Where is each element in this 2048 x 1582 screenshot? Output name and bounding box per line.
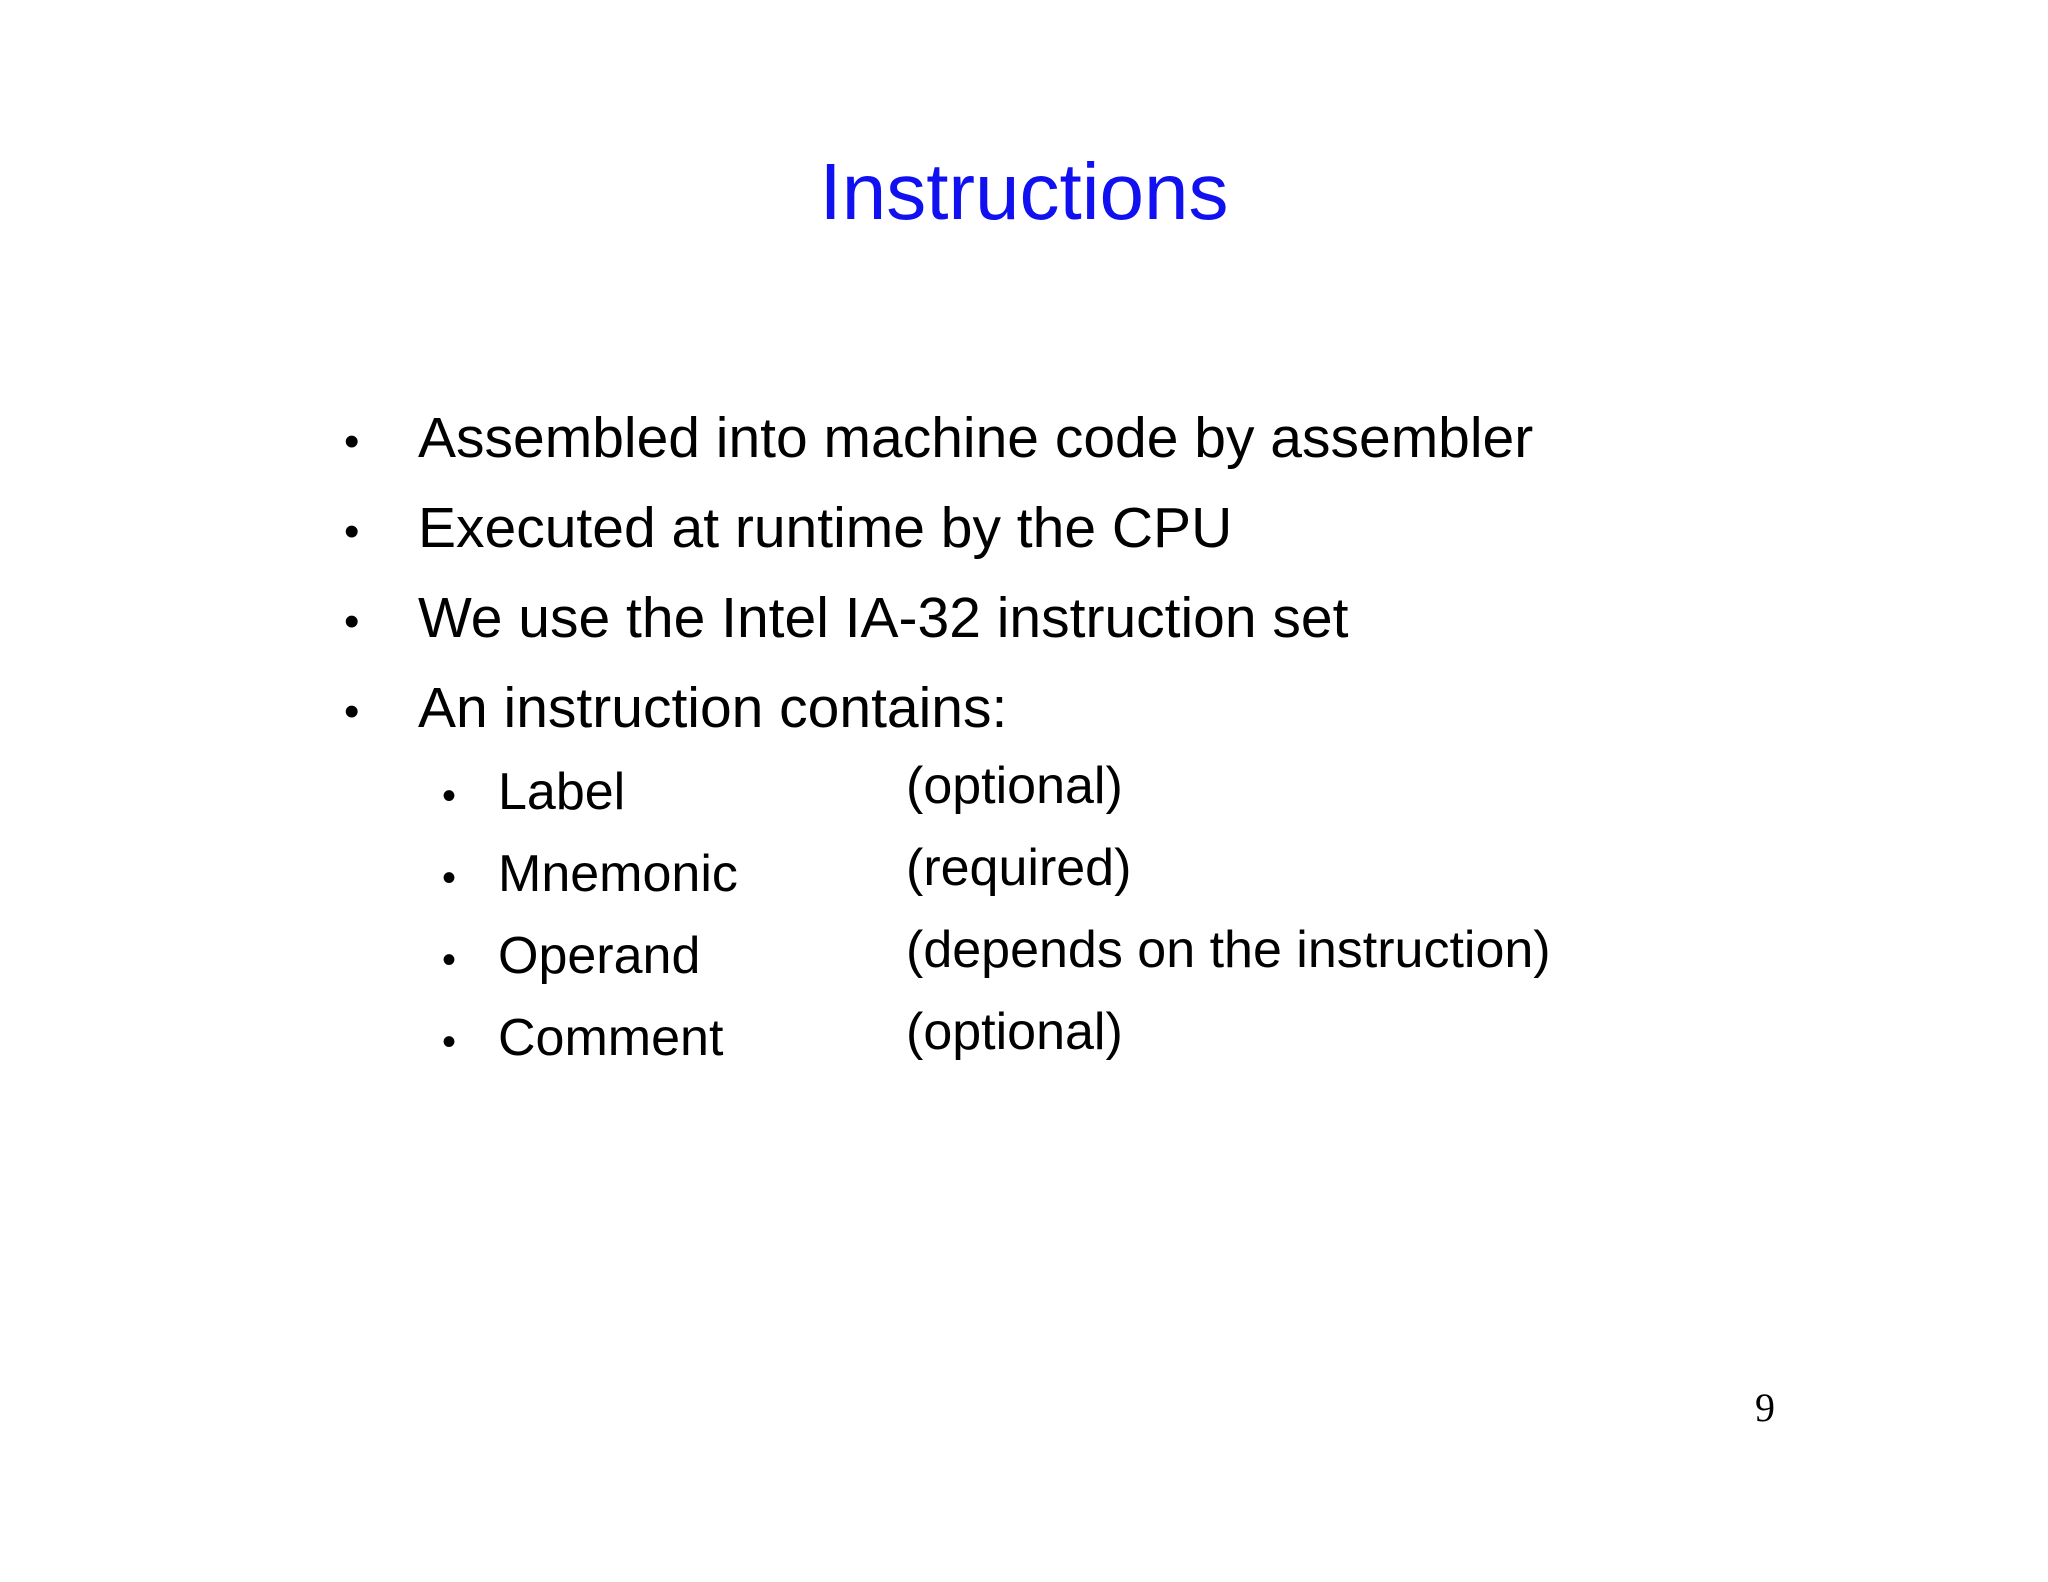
instruction-part-note: (depends on the instruction) [906,921,1551,979]
bullet-marker: • [344,597,360,646]
instruction-part-name: Comment [498,1009,724,1067]
bullet-item: We use the Intel IA-32 instruction set [418,586,1349,650]
instruction-part-name: Mnemonic [498,845,738,903]
page-number: 9 [1755,1385,1775,1430]
instruction-part-note: (optional) [906,757,1123,815]
sub-bullet-marker: • [442,774,457,818]
sub-bullet-marker: • [442,856,457,900]
instruction-part-name: Operand [498,927,701,985]
bullet-item: Assembled into machine code by assembler [418,406,1534,470]
bullet-item: Executed at runtime by the CPU [418,496,1233,560]
slide-title: Instructions [819,147,1229,236]
bullet-marker: • [344,687,360,736]
bullet-item: An instruction contains: [418,676,1008,740]
instruction-part-name: Label [498,763,626,821]
bullet-marker: • [344,417,360,466]
instruction-part-note: (optional) [906,1003,1123,1061]
bullet-marker: • [344,507,360,556]
sub-bullet-marker: • [442,1020,457,1064]
instruction-part-note: (required) [906,839,1132,897]
sub-bullet-marker: • [442,938,457,982]
